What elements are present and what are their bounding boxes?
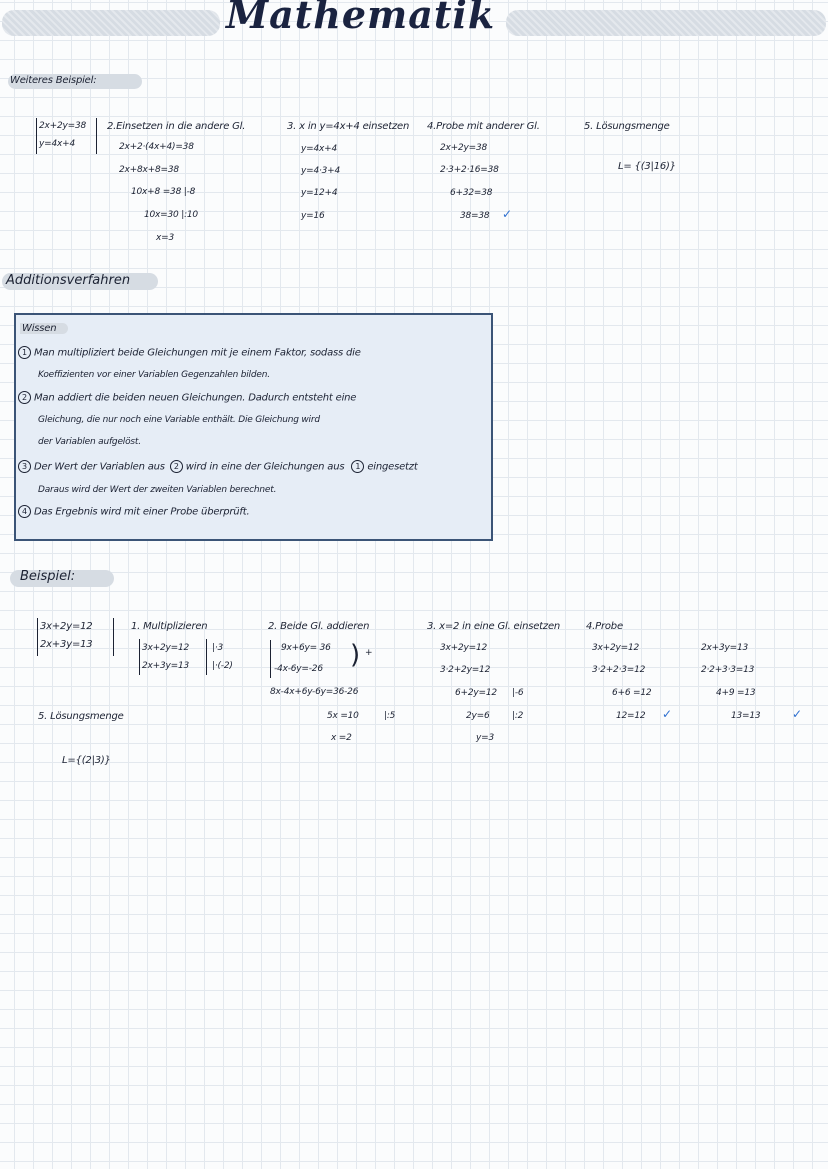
ex1-step2-line: 2x+2·(4x+4)=38 <box>119 142 194 152</box>
ex1-step3-title: 3. x in y=4x+4 einsetzen <box>287 121 410 132</box>
ex1-step4-title: 4.Probe mit anderer Gl. <box>427 121 540 132</box>
ex1-step2-line: 10x=30 |:10 <box>144 210 198 220</box>
ex2-probe-a: 3x+2y=12 <box>592 643 640 653</box>
knowledge-box <box>14 313 493 541</box>
number-badge: 1 <box>351 460 364 473</box>
ex2-probe-b: 4+9 =13 <box>716 688 756 698</box>
ex2-step2-line: 5x =10 <box>327 711 359 721</box>
ex2-step3-op: |-6 <box>512 688 524 698</box>
ex2-probe-b: 2·2+3·3=13 <box>701 665 755 675</box>
ex2-step3-line: 2y=6 <box>466 711 490 721</box>
system-bar-left <box>139 639 140 675</box>
ex2-step2-line: -4x-6y=-26 <box>274 664 323 674</box>
number-badge: 2 <box>18 391 31 404</box>
ex1-step4-line: 2·3+2·16=38 <box>440 165 499 175</box>
ex2-step3-title: 3. x=2 in eine Gl. einsetzen <box>427 621 561 632</box>
ex2-step1-factor: |·3 <box>212 643 224 653</box>
header-bar-right <box>506 10 826 36</box>
knowledge-item-1-cont: Koeffizienten vor einer Variablen Gegenzahlen bilden. <box>38 370 270 380</box>
number-badge: 4 <box>18 505 31 518</box>
ex2-step2-sum: 8x-4x+6y-6y=36-26 <box>270 687 359 697</box>
ex1-step4-line: 38=38 <box>460 211 490 221</box>
ex1-step5-title: 5. Lösungsmenge <box>584 121 670 132</box>
ex2-step1-line: 2x+3y=13 <box>142 661 190 671</box>
system-bar-right <box>113 618 114 656</box>
ex2-step2-line: x =2 <box>331 733 352 743</box>
ex2-step4-title: 4.Probe <box>586 621 623 632</box>
system-bar-right <box>206 639 207 675</box>
ex1-step4-line: 6+32=38 <box>450 188 493 198</box>
system-bar-right <box>96 118 97 154</box>
knowledge-item-4: 4 Das Ergebnis wird mit einer Probe überprüft. <box>18 505 249 518</box>
addition-bracket-icon: ) <box>350 640 361 670</box>
check-icon: ✓ <box>792 707 803 721</box>
number-badge: 1 <box>18 346 31 359</box>
ex2-step2-line: 9x+6y= 36 <box>281 643 331 653</box>
ex1-step2-line: 10x+8 =38 |-8 <box>131 187 196 197</box>
ex1-step3-line: y=12+4 <box>301 188 338 198</box>
system-bar-left <box>36 118 37 154</box>
page-title: Mathematik <box>226 0 496 37</box>
ex2-probe-a: 3·2+2·3=12 <box>592 665 646 675</box>
ex2-step3-line: 6+2y=12 <box>455 688 497 698</box>
ex2-step3-op: |:2 <box>512 711 524 721</box>
knowledge-item-2-cont: der Variablen aufgelöst. <box>38 437 141 447</box>
system-eq-2: y=4x+4 <box>39 139 75 149</box>
ex1-step3-line: y=4·3+4 <box>301 166 341 176</box>
system-eq-2: 2x+3y=13 <box>40 639 93 650</box>
system-eq-1: 3x+2y=12 <box>40 621 93 632</box>
example2-heading: Beispiel: <box>20 569 76 584</box>
ex1-result: L= {(3|16)} <box>618 161 676 172</box>
plus-sign: + <box>365 648 373 658</box>
check-icon: ✓ <box>662 707 673 721</box>
ex1-step3-line: y=16 <box>301 211 325 221</box>
knowledge-item-1: 1 Man multipliziert beide Gleichungen mit je einem Faktor, sodass die <box>18 346 361 359</box>
knowledge-item-2: 2 Man addiert die beiden neuen Gleichungen. Dadurch entsteht eine <box>18 391 356 404</box>
ex2-probe-a: 12=12 <box>616 711 646 721</box>
ex1-step2-line: 2x+8x+8=38 <box>119 165 179 175</box>
ex2-step1-title: 1. Multiplizieren <box>131 621 208 632</box>
system-eq-1: 2x+2y=38 <box>39 121 87 131</box>
header-bar-left <box>2 10 220 36</box>
system-bar-left <box>270 640 271 678</box>
ex2-step1-line: 3x+2y=12 <box>142 643 190 653</box>
ex2-probe-b: 2x+3y=13 <box>701 643 749 653</box>
ex1-step2-line: x=3 <box>156 233 174 243</box>
knowledge-label: Wissen <box>20 323 68 334</box>
knowledge-item-2-cont: Gleichung, die nur noch eine Variable enthält. Die Gleichung wird <box>38 415 320 425</box>
section-heading: Additionsverfahren <box>6 273 131 288</box>
ex2-step3-line: y=3 <box>476 733 494 743</box>
ex1-step4-line: 2x+2y=38 <box>440 143 488 153</box>
system-bar-left <box>37 618 38 656</box>
ex2-probe-a: 6+6 =12 <box>612 688 652 698</box>
check-icon: ✓ <box>502 207 513 221</box>
ex2-step1-factor: |·(-2) <box>212 661 233 671</box>
ex1-step2-title: 2.Einsetzen in die andere Gl. <box>107 121 246 132</box>
ex1-step3-line: y=4x+4 <box>301 144 337 154</box>
ex2-step2-op: |:5 <box>384 711 396 721</box>
ex2-probe-b: 13=13 <box>731 711 761 721</box>
ex2-step3-line: 3·2+2y=12 <box>440 665 491 675</box>
ex2-result: L={(2|3)} <box>62 755 111 766</box>
knowledge-item-3-cont: Daraus wird der Wert der zweiten Variablen berechnet. <box>38 485 277 495</box>
ex2-step5-title: 5. Lösungsmenge <box>38 711 124 722</box>
example1-heading: Weiteres Beispiel: <box>10 75 97 86</box>
knowledge-item-3: 3 Der Wert der Variablen aus 2 wird in eine der Gleichungen aus 1 eingesetzt <box>18 460 418 473</box>
number-badge: 3 <box>18 460 31 473</box>
ex2-step2-title: 2. Beide Gl. addieren <box>268 621 370 632</box>
number-badge: 2 <box>170 460 183 473</box>
ex2-step3-line: 3x+2y=12 <box>440 643 488 653</box>
